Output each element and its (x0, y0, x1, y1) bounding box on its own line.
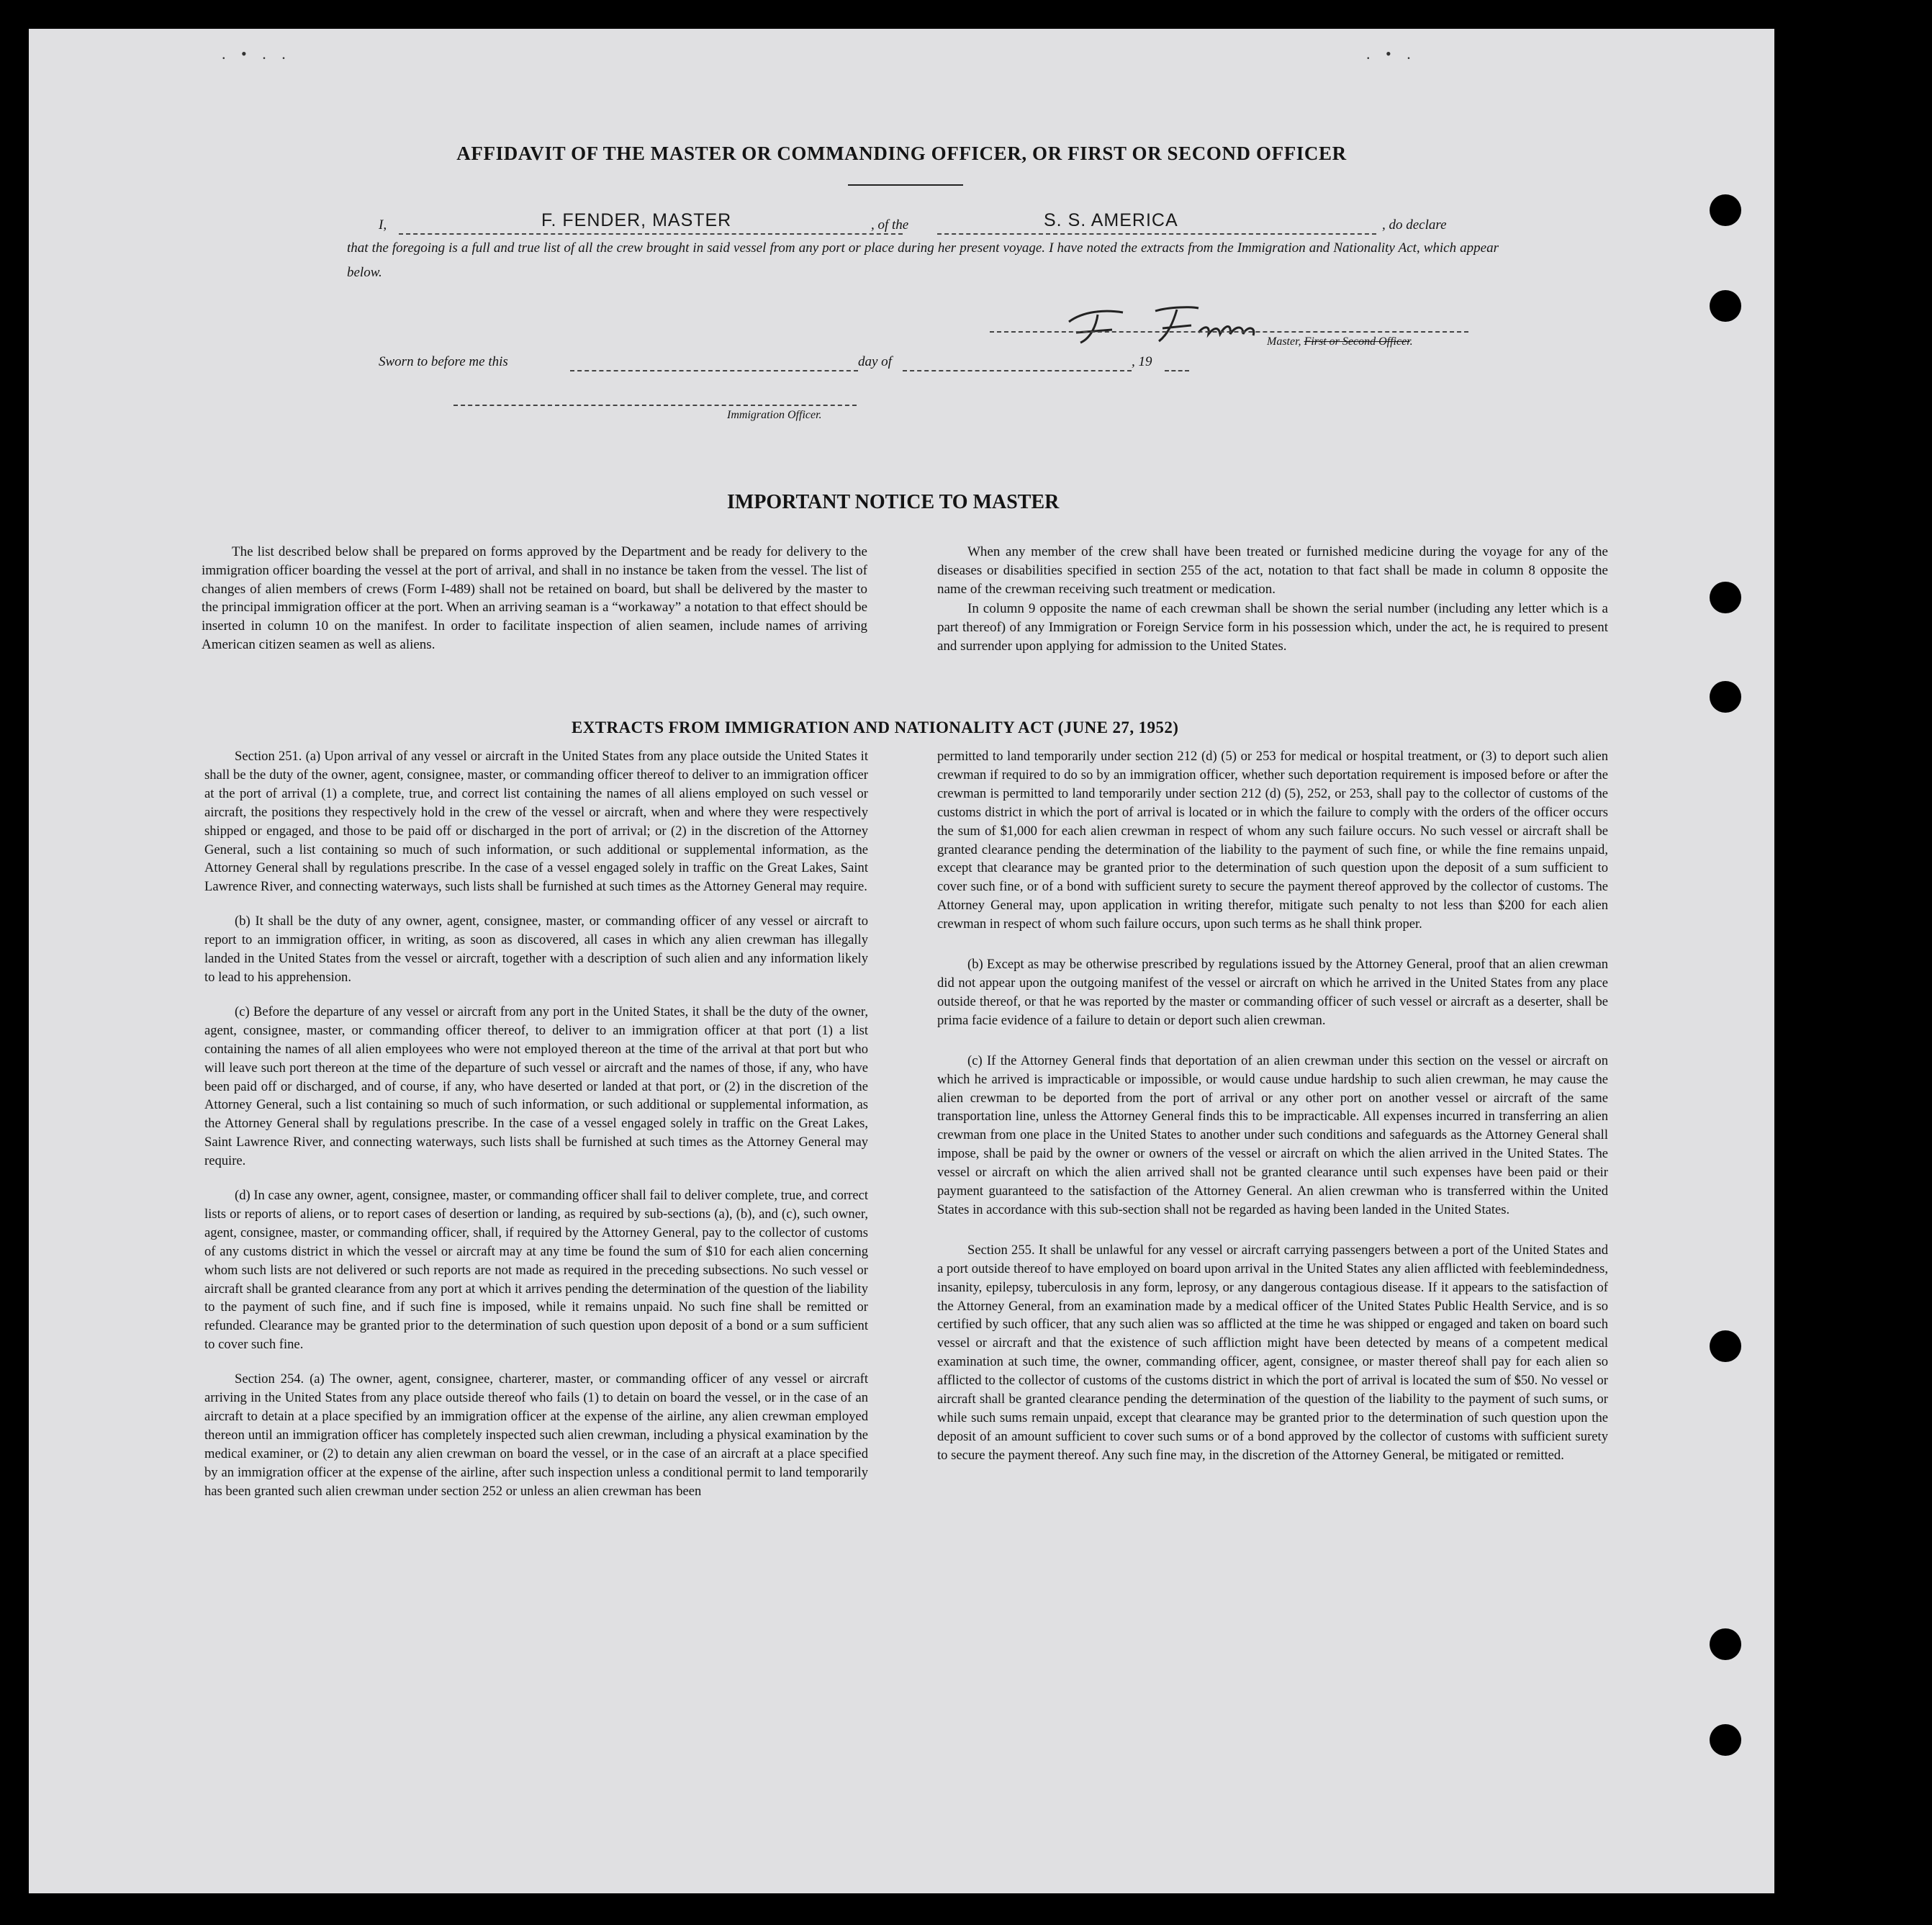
binder-hole-6 (1710, 1628, 1741, 1660)
signature-line (990, 331, 1468, 333)
section-251-b: (b) It shall be the duty of any owner, agent, consignee, master, or commanding officer of any vessel or aircraft to report to an immigration officer, in writing, as soon as discovered, all cases in which any alien crewman has illegally landed in the United States from the vessel or aircraft, together with a description of such alien and any information likely to lead to his apprehension. (204, 914, 868, 985)
do-declare-label: , do declare (1382, 217, 1447, 233)
extracts-left-column (204, 747, 868, 1510)
corner-specks-left: . • . . (222, 45, 292, 63)
extracts-right-column (937, 747, 1608, 1474)
signature-caption-struck: First or Second Officer (1304, 335, 1410, 348)
section-254-b: (b) Except as may be otherwise prescribed by regulations issued by the Attorney General, proof that an alien crewman did not appear upon the outgoing manifest of the vessel or aircraft on which he arrived in the United States from any place outside thereof, or that he was reported by the master or commanding officer of such vessel or aircraft as a deserter, shall be prima facie evidence of a failure to detain or deport such alien crewman. (937, 957, 1608, 1028)
sworn-day-line (570, 370, 858, 371)
of-the-label: , of the (871, 217, 909, 233)
signature-caption-master: Master, (1267, 335, 1301, 348)
affidavit-title: AFFIDAVIT OF THE MASTER OR COMMANDING OFFICER, OR FIRST OR SECOND OFFICER (456, 143, 1347, 164)
notice-right-paragraph-1: When any member of the crew shall have been treated or furnished medicine during the voyage for any of the diseases or disabilities specified in section 255 of the act, notation to that fact shall be made in column 8 opposite the name of the crewman receiving such treatment or medication. (937, 544, 1608, 597)
section-255: Section 255. It shall be unlawful for any vessel or aircraft carrying passengers between a port of the United States and a port outside thereof to have employed on board upon arrival in the United States any alien afflicted with feeblemindedness, insanity, epilepsy, tuberculosis in any form, leprosy, or any dangerous contagious disease. If it appears to the satisfaction of the Attorney General, from an examination made by a medical officer of the United States Public Health Service, and is so certified by such officer, that any such alien was so afflicted at the time he was shipped or engaged and taken on board such vessel or aircraft and that the existence of such affliction might have been detected by means of a competent medical examination at such time, the owner, commanding officer, agent, consignee, or master thereof shall pay for each alien so afflicted to the collector of customs of the customs district in which the port of arrival is located the sum of $50. No vessel or aircraft shall be granted clearance pending the determination of the question of the liability to the payment of such sums, or while such sums remain unpaid, except that clearance may be granted prior to the determination of such question upon the deposit of an amount sufficient to cover such sums or of a bond approved by the collector of customs with sufficient surety to secure the payment thereof. Any such fine may, in the discretion of the Attorney General, be mitigated or remitted. (937, 1242, 1608, 1463)
signature-caption-end: . (1409, 335, 1413, 348)
sworn-label: Sworn to before me this (379, 354, 508, 369)
notice-right-paragraph-2: In column 9 opposite the name of each crewman shall be shown the serial number (including any letter which is a part thereof) of any Immigration or Foreign Service form in his possession which, under the act, he is required to present and surrender upon applying for admission to the United States. (937, 601, 1608, 654)
immigration-officer-label: Immigration Officer. (727, 409, 822, 421)
sworn-month-line (903, 370, 1132, 371)
title-rule (848, 184, 963, 186)
section-251-c: (c) Before the departure of any vessel or aircraft from any port in the United States, it shall be the duty of the owner, agent, consignee, master, or commanding officer thereof, to deliver to an immigration officer at that port (1) a list containing the names of all alien employees who were not employed thereon at the time of the arrival at that port but who will leave such port thereon at the time of the departure of such vessel or aircraft and the names of those, if any, who have been paid off or discharged, and of course, if any, who have deserted or landed at that port, or (2) in the discretion of the Attorney General, such a list containing so much of such information, or such additional or supplemental information, as the Attorney General shall by regulations prescribe. In the case of a vessel engaged solely in traffic on the Great Lakes, Saint Lawrence River, and connecting waterways, such lists shall be furnished at such times as the Attorney General may require. (204, 1004, 868, 1169)
section-251-a: Section 251. (a) Upon arrival of any vessel or aircraft in the United States from any place outside the United States it shall be the duty of the owner, agent, consignee, master, or commanding officer thereof to deliver to an immigration officer at the port of arrival (1) a complete, true, and correct list containing the names of all aliens employed on such vessel or aircraft, the positions they respectively hold in the crew of the vessel or aircraft, when and where they were respectively shipped or engaged, and those to be paid off or discharged in the port of arrival; or (2) in the discretion of the Attorney General, such a list containing so much of such information, or such additional or supplemental information, as the Attorney General shall by regulations prescribe. In the case of a vessel engaged solely in traffic on the Great Lakes, Saint Lawrence River, and connecting waterways, such lists shall be furnished at such times as the Attorney General may require. (204, 749, 868, 895)
binder-hole-2 (1710, 290, 1741, 322)
notice-left-paragraph: The list described below shall be prepared on forms approved by the Department and be ready for delivery to the immigration officer boarding the vessel at the port of arrival, and shall in no instance be taken from the vessel. The list of changes of alien members of crews (Form I-489) shall not be retained on board, but shall be delivered by the master to the principal immigration officer at the port. When an arriving seaman is a “workaway” a notation to that effect should be inserted in column 10 on the manifest. In order to facilitate inspection of alien seamen, include names of arriving American citizen seamen as well as aliens. (202, 544, 867, 652)
notice-title: IMPORTANT NOTICE TO MASTER (727, 491, 1060, 513)
vessel-name-field: S. S. AMERICA (1044, 210, 1178, 230)
section-254-a: Section 254. (a) The owner, agent, consignee, charterer, master, or commanding officer of any vessel or aircraft arriving in the United States from any place outside thereof who fails (1) to detain on board the vessel, or in the case of an aircraft to detain at a place specified by an immigration officer at the expense of the airline, any alien crewman employed thereon until an immigration officer has completely inspected such alien crewman, including a physical examination by the medical examiner, or (2) to detain any alien crewman on board the vessel, or in the case of an aircraft at a place specified by an immigration officer at the expense of the airline, after such inspection unless a conditional permit to land temporarily has been granted such alien crewman under section 252 or unless an alien crewman has been (204, 1371, 868, 1499)
declaration-text: that the foregoing is a full and true list of all the crew brought in said vessel from any port or place during her present voyage. I have noted the extracts from the Immigration and Nationality Act, which appear below. (347, 240, 1499, 280)
binder-hole-5 (1710, 1330, 1741, 1362)
immigration-officer-line (453, 405, 857, 406)
binder-hole-7 (1710, 1724, 1741, 1756)
vessel-name-line (937, 233, 1376, 235)
signature-image (1055, 282, 1270, 354)
corner-specks-right: . • . (1366, 45, 1417, 63)
master-name-line (399, 233, 903, 235)
document-page (29, 29, 1774, 1893)
year-label: , 19 (1132, 354, 1152, 369)
section-251-d: (d) In case any owner, agent, consignee, master, or commanding officer shall fail to deliver complete, true, and correct lists or reports of aliens, or to report cases of desertion or landing, as required by sub-sections (a), (b), and (c), such owner, agent, consignee, master, or commanding officer, shall, if required by the Attorney General, pay to the collector of customs of any customs district in which the vessel or aircraft may at any time be found the sum of $10 for each alien concerning whom such lists are not delivered or such reports are not made as required in the preceding subsections. No such vessel or aircraft shall be granted clearance from any port at which it arrives pending the determination of the question of the liability to the payment of such fine, and if such fine is imposed, while it remains unpaid. No such fine shall be remitted or refunded. Clearance may be granted prior to the determination of such question upon deposit of a bond or a sum sufficient to cover such fine. (204, 1188, 868, 1353)
master-name-field: F. FENDER, MASTER (541, 210, 732, 230)
signature-caption (1267, 335, 1413, 348)
day-of-label: day of (858, 354, 892, 369)
extracts-title: EXTRACTS FROM IMMIGRATION AND NATIONALITY ACT (JUNE 27, 1952) (572, 718, 1179, 736)
binder-hole-3 (1710, 582, 1741, 613)
i-label: I, (379, 217, 387, 233)
notice-right-column (937, 543, 1608, 664)
section-254-a-continued: permitted to land temporarily under section 212 (d) (5) or 253 for medical or hospital treatment, or (3) to deport such alien crewman if required to do so by an immigration officer, whether such deportation requirement is imposed before or after the crewman is permitted to land temporarily under section 212 (d) (5), 252, or 253, shall pay to the collector of customs of the customs district in which the port of arrival is located or in which the failure to comply with the orders of the officer occurs the sum of $1,000 for each alien crewman in respect of whom any such failure occurs. No such vessel or aircraft shall be granted clearance pending the determination of the liability to the payment of such fine, or while the fine remains unpaid, except that clearance may be granted prior to the determination of such question upon the deposit of a sum sufficient to cover such fine, or of a bond with sufficient surety to secure the payment thereof approved by the collector of customs. The Attorney General may, upon application in writing therefor, mitigate such penalty to not less than $200 for each alien crewman in respect of whom such failure occurs, upon such terms as he shall think proper. (937, 749, 1608, 932)
sworn-year-line (1165, 370, 1189, 371)
notice-left-column (202, 543, 867, 663)
section-254-c: (c) If the Attorney General finds that deportation of an alien crewman under this section on the vessel or aircraft on which he arrived is impracticable or impossible, or would cause undue hardship to such alien crewman, he may cause the alien crewman to be deported from the port of arrival or any other port on another vessel or aircraft of the same transportation line, unless the Attorney General finds this to be impracticable. All expenses incurred in transferring an alien crewman from one place in the United States to another under such conditions and safeguards as the Attorney General shall impose, shall be paid by the owner or owners of the vessel or aircraft on which the alien arrived in the United States. The vessel or aircraft on which the alien arrived shall not be granted clearance until such expenses have been paid or their payment guaranteed to the satisfaction of the Attorney General. An alien crewman who is transferred within the United States in accordance with this sub-section shall not be regarded as having been landed in the United States. (937, 1052, 1608, 1217)
binder-hole-4 (1710, 681, 1741, 713)
binder-hole-1 (1710, 194, 1741, 226)
